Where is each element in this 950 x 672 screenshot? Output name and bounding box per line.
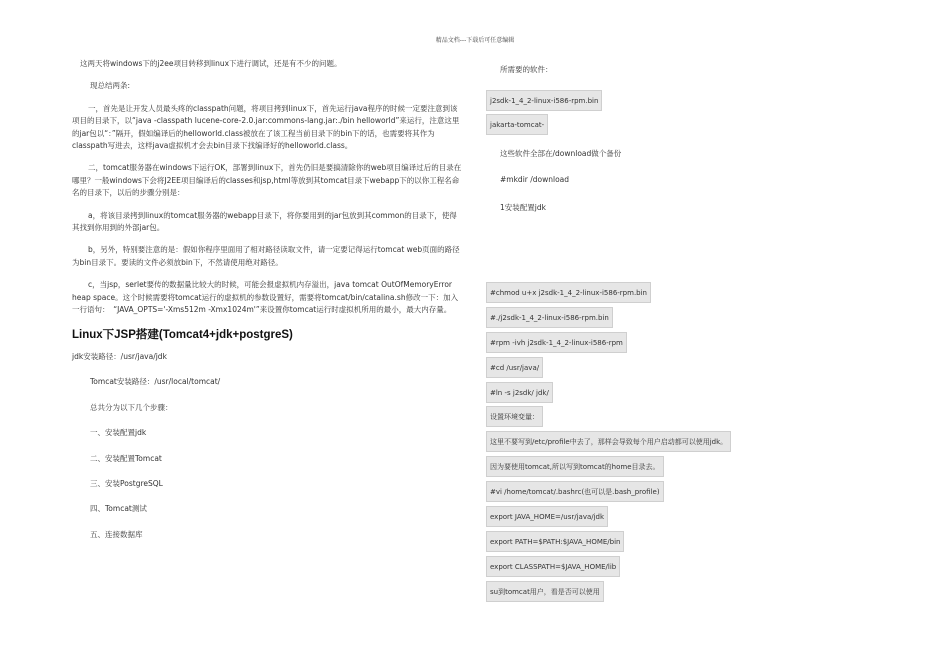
- code-box-command: export JAVA_HOME=/usr/java/jdk: [486, 506, 608, 527]
- step-item: 三、安装PostgreSQL: [90, 478, 163, 488]
- point-c-paragraph: c，当jsp，serlet要传的数据量比较大的时候，可能会报虚拟机内存溢出，java tomcat OutOfMemoryError heap space。这个时候需要将tomcat运行的虚拟机的参数设置好，需要将tomcat/bin/catalina.sh修改一下：加入一行语句： “JAVA_OPTS='-Xms512m -Xmx1024m'”来设置你tomcat运行时虚拟机所用的最小，最大内存量。: [72, 280, 459, 315]
- code-box-command: su到tomcat用户，看是否可以使用: [486, 581, 604, 602]
- software-needed-label: 所需要的软件：: [500, 65, 553, 74]
- left-column: [72, 58, 464, 541]
- point-two-paragraph: 二，tomcat服务器在windows下运行OK，部署到linux下，首先仍旧是要搞清除你的web项目编译过后的目录在哪里？一般windows下会将J2EE项目编译后的classes和jsp,html等放到其tomcat目录下webapp下的以你工程名命名的目录下，以后的步骤分别是：: [72, 163, 462, 198]
- code-box-command: 因为要使用tomcat,所以写到tomcat的home目录去。: [486, 456, 664, 477]
- code-box-file: jakarta-tomcat-: [486, 114, 548, 135]
- section-title: Linux下JSP搭建(Tomcat4+jdk+postgreS): [72, 328, 293, 341]
- step-item: 四、Tomcat测试: [90, 504, 147, 514]
- step-item: 一、安装配置jdk: [90, 428, 147, 438]
- page-header: 精品文档---下载后可任意编辑: [435, 37, 515, 44]
- point-a-paragraph: a，将该目录拷到linux的tomcat服务器的webapp目录下，将你要用到的jar包放到其common的目录下，使得其找到你用到的外部jar包。: [72, 210, 457, 233]
- step-item: 五、连接数据库: [90, 529, 143, 539]
- intro-paragraph: 这两天将windows下的j2ee项目转移到linux下进行调试，还是有不少的问题。: [80, 59, 342, 68]
- code-box-command: #./j2sdk-1_4_2-linux-i586-rpm.bin: [486, 307, 613, 328]
- point-one-paragraph: 一，首先是让开发人员最头疼的classpath问题，将项目拷到linux下，首先运行java程序的时候一定要注意到该项目的目录下，以“java -classpath lucene-core-2.0.jar:commons-lang.jar:./bin helloworld”来运行，注意这里的jar包以“：”隔开，假如编译后的helloworld.class被放在了该工程当前目录下的bin下的话，也需要将其作为classpath写进去，这样java虚拟机才会去bin目录下找编译好的helloworld.class。: [72, 103, 460, 151]
- steps-intro: 总共分为以下几个步骤：: [90, 402, 173, 412]
- code-box-command: #vi /home/tomcat/.bashrc(也可以是.bash_profile): [486, 481, 664, 502]
- summary-label: 现总结两条:: [90, 81, 131, 91]
- code-box-command: #rpm -ivh j2sdk-1_4_2-linux-i586-rpm: [486, 332, 627, 353]
- tomcat-path: Tomcat安装路径：/usr/local/tomcat/: [90, 377, 221, 387]
- code-box-file: j2sdk-1_4_2-linux-i586-rpm.bin: [486, 90, 602, 111]
- install-jdk-step: 1安装配置jdk: [500, 203, 546, 212]
- code-box-command: #ln -s j2sdk/ jdk/: [486, 382, 553, 403]
- code-box-command: export PATH=$PATH:$JAVA_HOME/bin: [486, 531, 624, 552]
- code-box-command: export CLASSPATH=$JAVA_HOME/lib: [486, 556, 620, 577]
- code-box-command: #chmod u+x j2sdk-1_4_2-linux-i586-rpm.bin: [486, 282, 651, 303]
- backup-note: 这些软件全部在/download做个备份: [500, 149, 622, 158]
- point-b-paragraph: b，另外，特别要注意的是：假如你程序里面用了相对路径读取文件，请一定要记得运行tomcat web页面的路径为bin目录下。要读的文件必须放bin下，不然请使用绝对路径。: [72, 245, 460, 267]
- mkdir-command: #mkdir /download: [500, 175, 570, 184]
- step-item: 二、安装配置Tomcat: [90, 453, 162, 463]
- code-box-command: 这里不要写到/etc/profile中去了，那样会导致每个用户启动都可以使用jdk。: [486, 431, 731, 452]
- jdk-path: jdk安装路径：/usr/java/jdk: [72, 351, 167, 361]
- code-box-command: #cd /usr/java/: [486, 357, 543, 378]
- code-box-command: 设置环境变量：: [486, 406, 543, 427]
